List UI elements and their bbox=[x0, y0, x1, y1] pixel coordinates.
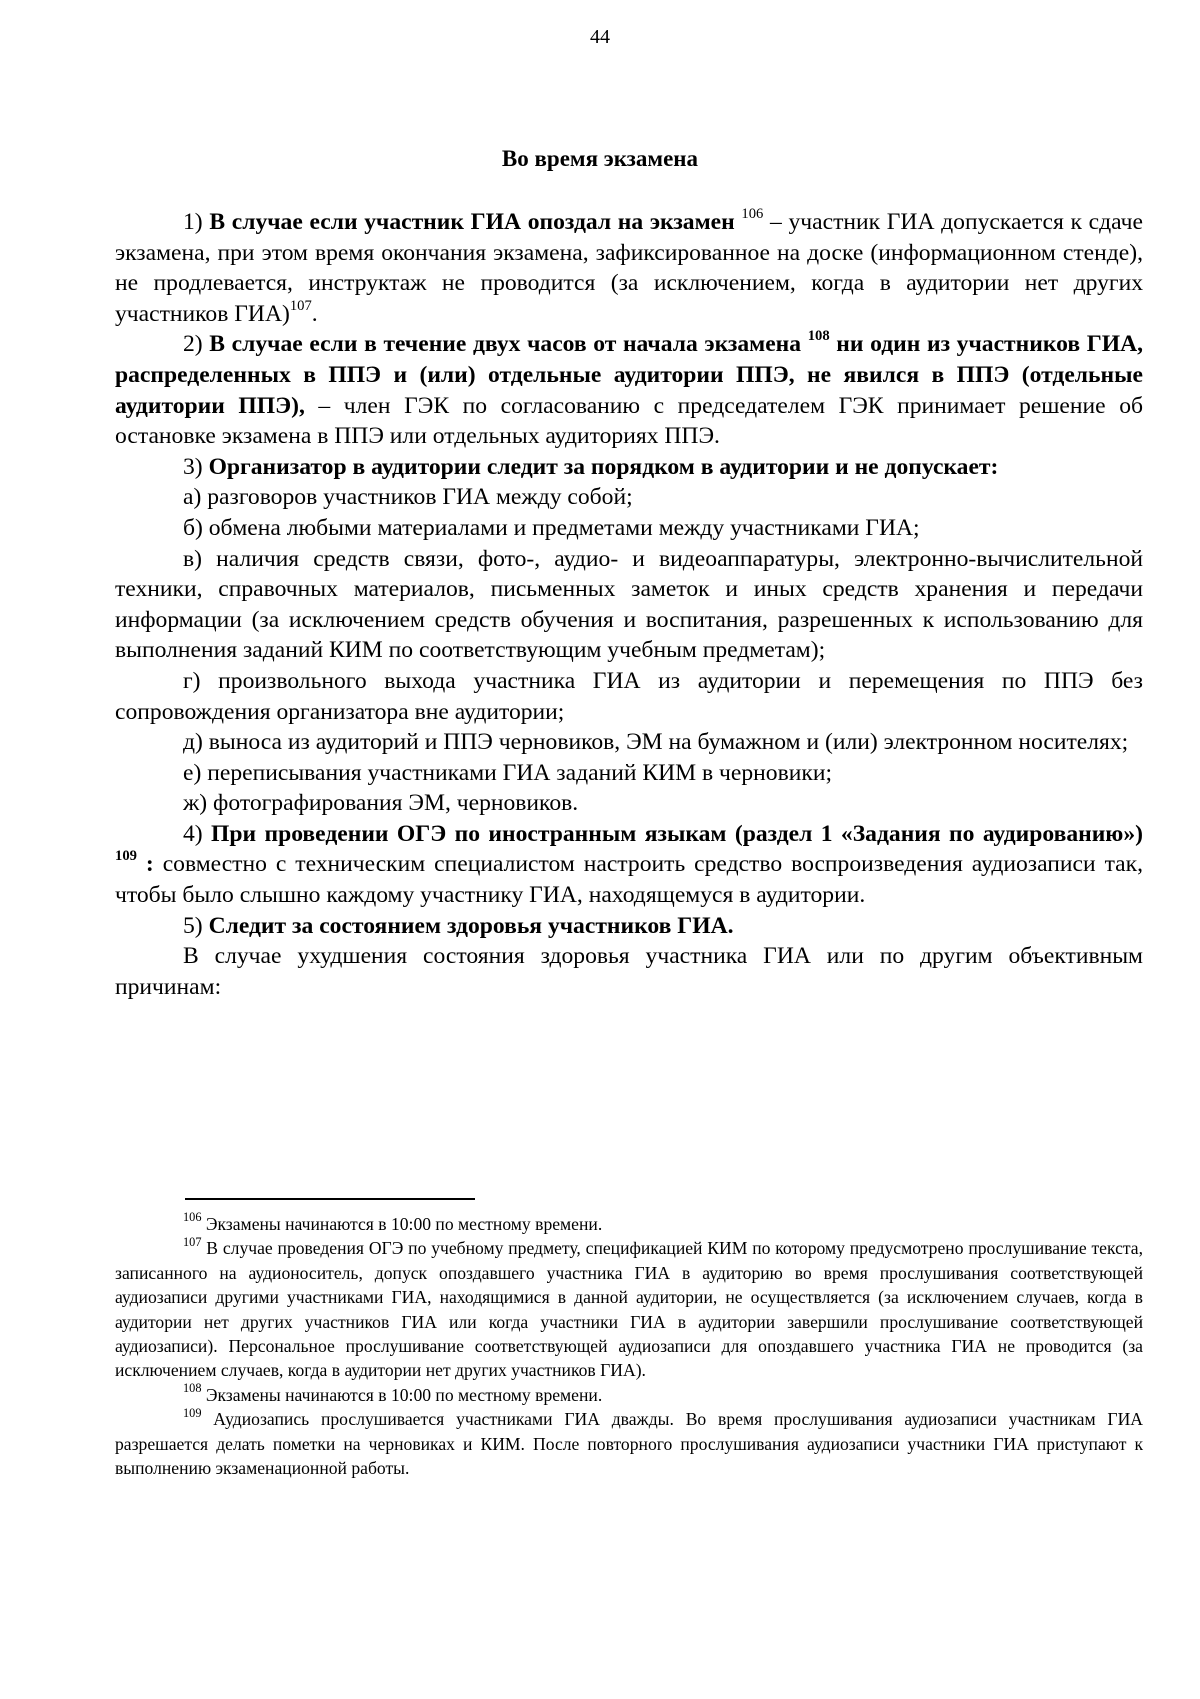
footnote-text: Экзамены начинаются в 10:00 по местному времени. bbox=[201, 1214, 603, 1234]
footnote-number: 107 bbox=[183, 1234, 202, 1249]
paragraph-text: совместно с техническим специалистом настроить средство воспроизведения аудиозаписи так, чтобы было слышно каждому участнику ГИА, находящемуся в аудитории. bbox=[115, 851, 1143, 909]
bold-phrase: При проведении ОГЭ по иностранным языкам (раздел 1 «Задания по аудированию») bbox=[211, 820, 1143, 847]
footnote-ref bbox=[808, 328, 830, 344]
bold-colon: : bbox=[136, 851, 154, 878]
footnote bbox=[115, 1383, 1143, 1407]
footnote-number: 106 bbox=[183, 1210, 202, 1225]
paragraph-text: – участник ГИА допускается к сдаче экзамена, при этом время окончания экзамена, зафиксированное на доске (информационном стенде), не продлевается, инструктаж не проводится (за исключением, когда в аудитории нет других участников ГИА) bbox=[115, 209, 1143, 327]
list-item: б) обмена любыми материалами и предметами между участниками ГИА; bbox=[183, 514, 920, 541]
list-item: в) наличия средств связи, фото-, аудио- и видеоаппаратуры, электронно-вычислительной техники, справочных материалов, письменных заметок и иных средств хранения и передачи информации (за исключением средств обучения и воспитания, разрешенных к использованию для выполнения заданий КИМ по соответствующим учебным предметам); bbox=[115, 545, 1143, 664]
footnote bbox=[115, 1407, 1143, 1480]
bold-phrase: В случае если в течение двух часов от начала экзамена bbox=[209, 331, 802, 358]
paragraph-4 bbox=[115, 819, 1143, 911]
list-item: ж) фотографирования ЭМ, черновиков. bbox=[183, 790, 579, 817]
bold-phrase: Следит за состоянием здоровья участников ГИА. bbox=[208, 912, 734, 939]
footnote-ref-bold: 108 bbox=[807, 328, 830, 345]
footnotes bbox=[115, 1212, 1143, 1480]
footnote-text: В случае проведения ОГЭ по учебному предмету, спецификацией КИМ по которому предусмотрено прослушивание текста, записанного на аудионоситель, допуск опоздавшего участника ГИА в аудиторию во время прослушивания соответствующей аудиозаписи другими участниками ГИА, находящимися в данной аудитории, не осуществляется (за исключением случаев, когда в аудитории нет других участников ГИА или когда участники ГИА в аудитории завершили прослушивание соответствующей аудиозаписи). Персональное прослушивание соответствующей аудиозаписи для опоздавшего участника ГИА не проводится (за исключением случаев, когда в аудитории нет других участников ГИА). bbox=[115, 1238, 1143, 1381]
item-number: 2) bbox=[183, 331, 203, 358]
paragraph-text: . bbox=[311, 300, 318, 327]
item-number: 1) bbox=[183, 209, 203, 235]
paragraph-2 bbox=[115, 329, 1143, 451]
footnote-text: Экзамены начинаются в 10:00 по местному времени. bbox=[201, 1384, 603, 1405]
footnote-number: 108 bbox=[183, 1381, 202, 1396]
footnote-ref bbox=[115, 848, 137, 864]
paragraph-6: В случае ухудшения состояния здоровья участника ГИА или по другим объективным причинам: bbox=[115, 943, 1143, 1000]
list-item: д) выноса из аудиторий и ППЭ черновиков, ЭМ на бумажном и (или) электронном носителях; bbox=[183, 729, 1129, 756]
list-item: е) переписывания участниками ГИА заданий КИМ в черновики; bbox=[183, 759, 833, 786]
paragraph-1 bbox=[115, 207, 1143, 329]
item-number: 3) bbox=[183, 453, 203, 480]
bold-phrase: Организатор в аудитории следит за порядком в аудитории и не допускает: bbox=[208, 453, 999, 480]
paragraph-3 bbox=[115, 452, 1143, 483]
list-item: г) произвольного выхода участника ГИА из аудитории и перемещения по ППЭ без сопровождения организатора вне аудитории; bbox=[115, 667, 1143, 725]
footnote-ref: 107 bbox=[289, 297, 312, 314]
footnote-number: 109 bbox=[183, 1405, 202, 1420]
footnote bbox=[115, 1236, 1143, 1382]
page-number: 44 bbox=[590, 26, 610, 48]
footnote-text: Аудиозапись прослушивается участниками ГИА дважды. Во время прослушивания аудиозаписи участникам ГИА разрешается делать пометки на черновиках и КИМ. После повторного прослушивания аудиозаписи участники ГИА приступают к выполнению экзаменационной работы. bbox=[115, 1409, 1143, 1479]
paragraph-text: – член ГЭК по согласованию с председателем ГЭК принимает решение об остановке экзамена в ППЭ или отдельных аудиториях ППЭ. bbox=[115, 392, 1143, 450]
section-heading: Во время экзамена bbox=[501, 146, 699, 171]
main-text bbox=[115, 207, 1143, 1002]
footnote-ref-bold: 109 bbox=[115, 848, 137, 865]
list-item: а) разговоров участников ГИА между собой; bbox=[183, 484, 633, 511]
footnote-separator bbox=[185, 1198, 475, 1200]
bold-phrase: ни один из участников ГИА, распределенных в ППЭ и (или) отдельные аудитории ППЭ, не явился в ППЭ (отдельные аудитории ППЭ), bbox=[115, 331, 1144, 419]
item-number: 4) bbox=[183, 820, 203, 847]
paragraph-5 bbox=[115, 911, 1143, 942]
footnote-ref: 106 bbox=[741, 205, 764, 222]
item-number: 5) bbox=[183, 912, 203, 939]
footnote bbox=[115, 1212, 1143, 1236]
bold-phrase: В случае если участник ГИА опоздал на экзамен bbox=[209, 209, 735, 235]
